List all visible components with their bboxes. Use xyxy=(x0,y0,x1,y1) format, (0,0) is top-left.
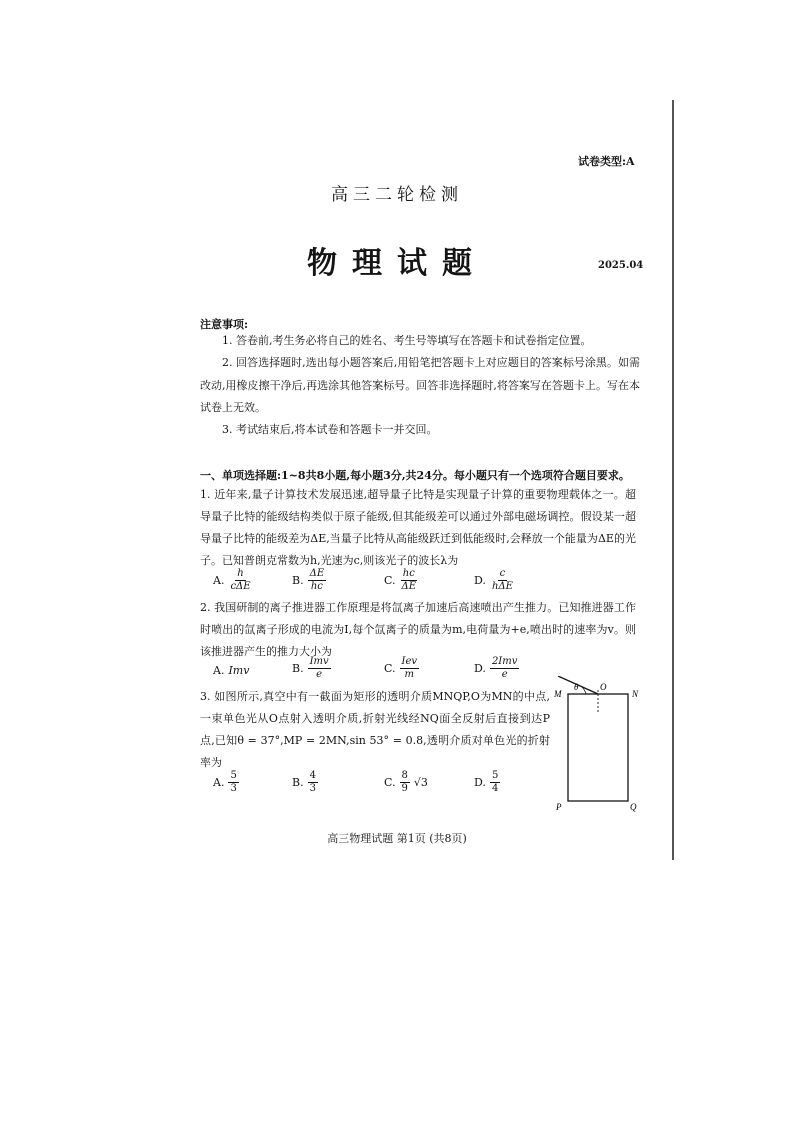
fraction-numerator: 4 xyxy=(309,770,316,781)
fraction-denominator: hΔE xyxy=(491,581,513,592)
question-3-option-c[interactable] xyxy=(384,770,428,795)
page-title: 物理试题 xyxy=(307,246,487,281)
option-fraction xyxy=(308,656,331,681)
binding-margin-line xyxy=(672,100,674,860)
question-2-option-c[interactable] xyxy=(384,656,419,681)
question-3-figure xyxy=(552,676,642,816)
fraction-denominator: 3 xyxy=(309,783,316,794)
option-fraction xyxy=(490,770,500,795)
fraction-numerator: 2Imv xyxy=(491,656,518,667)
option-fraction xyxy=(400,656,420,681)
question-1-option-c[interactable] xyxy=(384,568,418,593)
fraction-denominator: e xyxy=(316,669,323,680)
exam-type-label: 试卷类型:A xyxy=(578,155,635,168)
label-p: P xyxy=(556,802,562,812)
notes-heading: 注意事项: xyxy=(200,318,249,331)
question-2-option-a[interactable] xyxy=(213,664,249,677)
fraction-denominator: cΔE xyxy=(230,581,251,592)
label-n: N xyxy=(632,689,639,699)
fraction-denominator: 9 xyxy=(401,783,408,794)
option-fraction xyxy=(308,568,327,593)
option-label: B. xyxy=(292,662,304,675)
fraction-numerator: c xyxy=(499,568,506,579)
question-1-text: 1. 近年来,量子计算技术发展迅速,超导量子比特是实现量子计算的重要物理载体之一。超导量子比特的能级结构类似于原子能级,但其能级差可以通过外部电磁场调控。假设某一超导量子比特的能级差为ΔE,当量子比特从高能级跃迁到低能级时,会释放一个能量为ΔE的光子。已知普朗克常数为h,光速为c,则该光子的波长λ为 xyxy=(200,488,636,567)
option-fraction xyxy=(228,568,252,593)
question-2-text: 2. 我国研制的离子推进器工作原理是将氙离子加速后高速喷出产生推力。已知推进器工作时喷出的氙离子形成的电流为I,每个氙离子的质量为m,电荷量为+e,喷出时的速率为v。则该推进器产生的推力大小为 xyxy=(200,601,636,658)
fraction-numerator: 5 xyxy=(230,770,237,781)
fraction-numerator: Iev xyxy=(401,656,418,667)
page-footer: 高三物理试题 第1页 (共8页) xyxy=(327,832,467,845)
fraction-numerator: 8 xyxy=(401,770,408,781)
note-item-1: 1. 答卷前,考生务必将自己的姓名、考生号等填写在答题卡和试卷指定位置。 xyxy=(222,334,592,347)
option-label: D. xyxy=(474,776,486,789)
option-fraction xyxy=(490,568,515,593)
exam-header: 高三二轮检测 xyxy=(331,185,463,205)
question-3-option-a[interactable] xyxy=(213,770,239,795)
question-3-option-b[interactable] xyxy=(292,770,318,795)
option-label: D. xyxy=(474,574,486,587)
option-label: C. xyxy=(384,662,396,675)
fraction-numerator: hc xyxy=(402,568,415,579)
option-label: B. xyxy=(292,574,304,587)
fraction-denominator: ΔE xyxy=(401,581,417,592)
label-m: M xyxy=(554,689,562,699)
option-fraction xyxy=(400,568,419,593)
option-label: B. xyxy=(292,776,304,789)
option-fraction xyxy=(308,770,318,795)
fraction-denominator: 4 xyxy=(491,783,499,794)
label-theta: θ xyxy=(574,682,579,692)
question-1-option-b[interactable] xyxy=(292,568,326,593)
fraction-denominator: m xyxy=(404,669,415,680)
note-item-2: 2. 回答选择题时,选出每小题答案后,用铅笔把答题卡上对应题目的答案标号涂黑。如需改动,用橡皮擦干净后,再选涂其他答案标号。回答非选择题时,将答案写在答题卡上。写在本试卷上无效。 xyxy=(200,356,640,414)
question-1-option-d[interactable] xyxy=(474,568,515,593)
question-2-option-d[interactable] xyxy=(474,656,519,681)
option-label: C. xyxy=(384,574,396,587)
option-radical: √3 xyxy=(413,776,428,789)
question-3-option-d[interactable] xyxy=(474,770,500,795)
exam-date: 2025.04 xyxy=(598,260,644,271)
section-heading: 一、单项选择题:1~8共8小题,每小题3分,共24分。每小题只有一个选项符合题目要求。 xyxy=(200,469,630,482)
option-label: A. xyxy=(213,574,225,587)
label-o: O xyxy=(600,682,607,692)
fraction-denominator: e xyxy=(501,669,508,680)
option-label: A. xyxy=(213,664,225,677)
question-2-option-b[interactable] xyxy=(292,656,331,681)
note-item-3: 3. 考试结束后,将本试卷和答题卡一并交回。 xyxy=(222,423,438,436)
label-q: Q xyxy=(630,802,637,812)
option-label: D. xyxy=(474,662,486,675)
option-label: C. xyxy=(384,776,396,789)
option-fraction xyxy=(228,770,238,795)
question-3-text: 3. 如图所示,真空中有一截面为矩形的透明介质MNQP,O为MN的中点,一束单色光从O点射入透明介质,折射光线经NQ面全反射后直接到达P点,已知θ = 37°,MP = 2MN,sin 53° = 0.8,透明介质对单色光的折射率为 xyxy=(200,690,550,769)
fraction-denominator: hc xyxy=(310,581,323,592)
option-fraction xyxy=(400,770,410,795)
option-text: Imv xyxy=(228,664,250,677)
question-1-option-a[interactable] xyxy=(213,568,253,593)
fraction-numerator: 5 xyxy=(491,770,499,781)
fraction-denominator: 3 xyxy=(230,783,237,794)
option-fraction xyxy=(490,656,519,681)
fraction-numerator: ΔE xyxy=(309,568,325,579)
fraction-numerator: h xyxy=(237,568,244,579)
option-label: A. xyxy=(213,776,225,789)
fraction-numerator: Imv xyxy=(309,656,329,667)
